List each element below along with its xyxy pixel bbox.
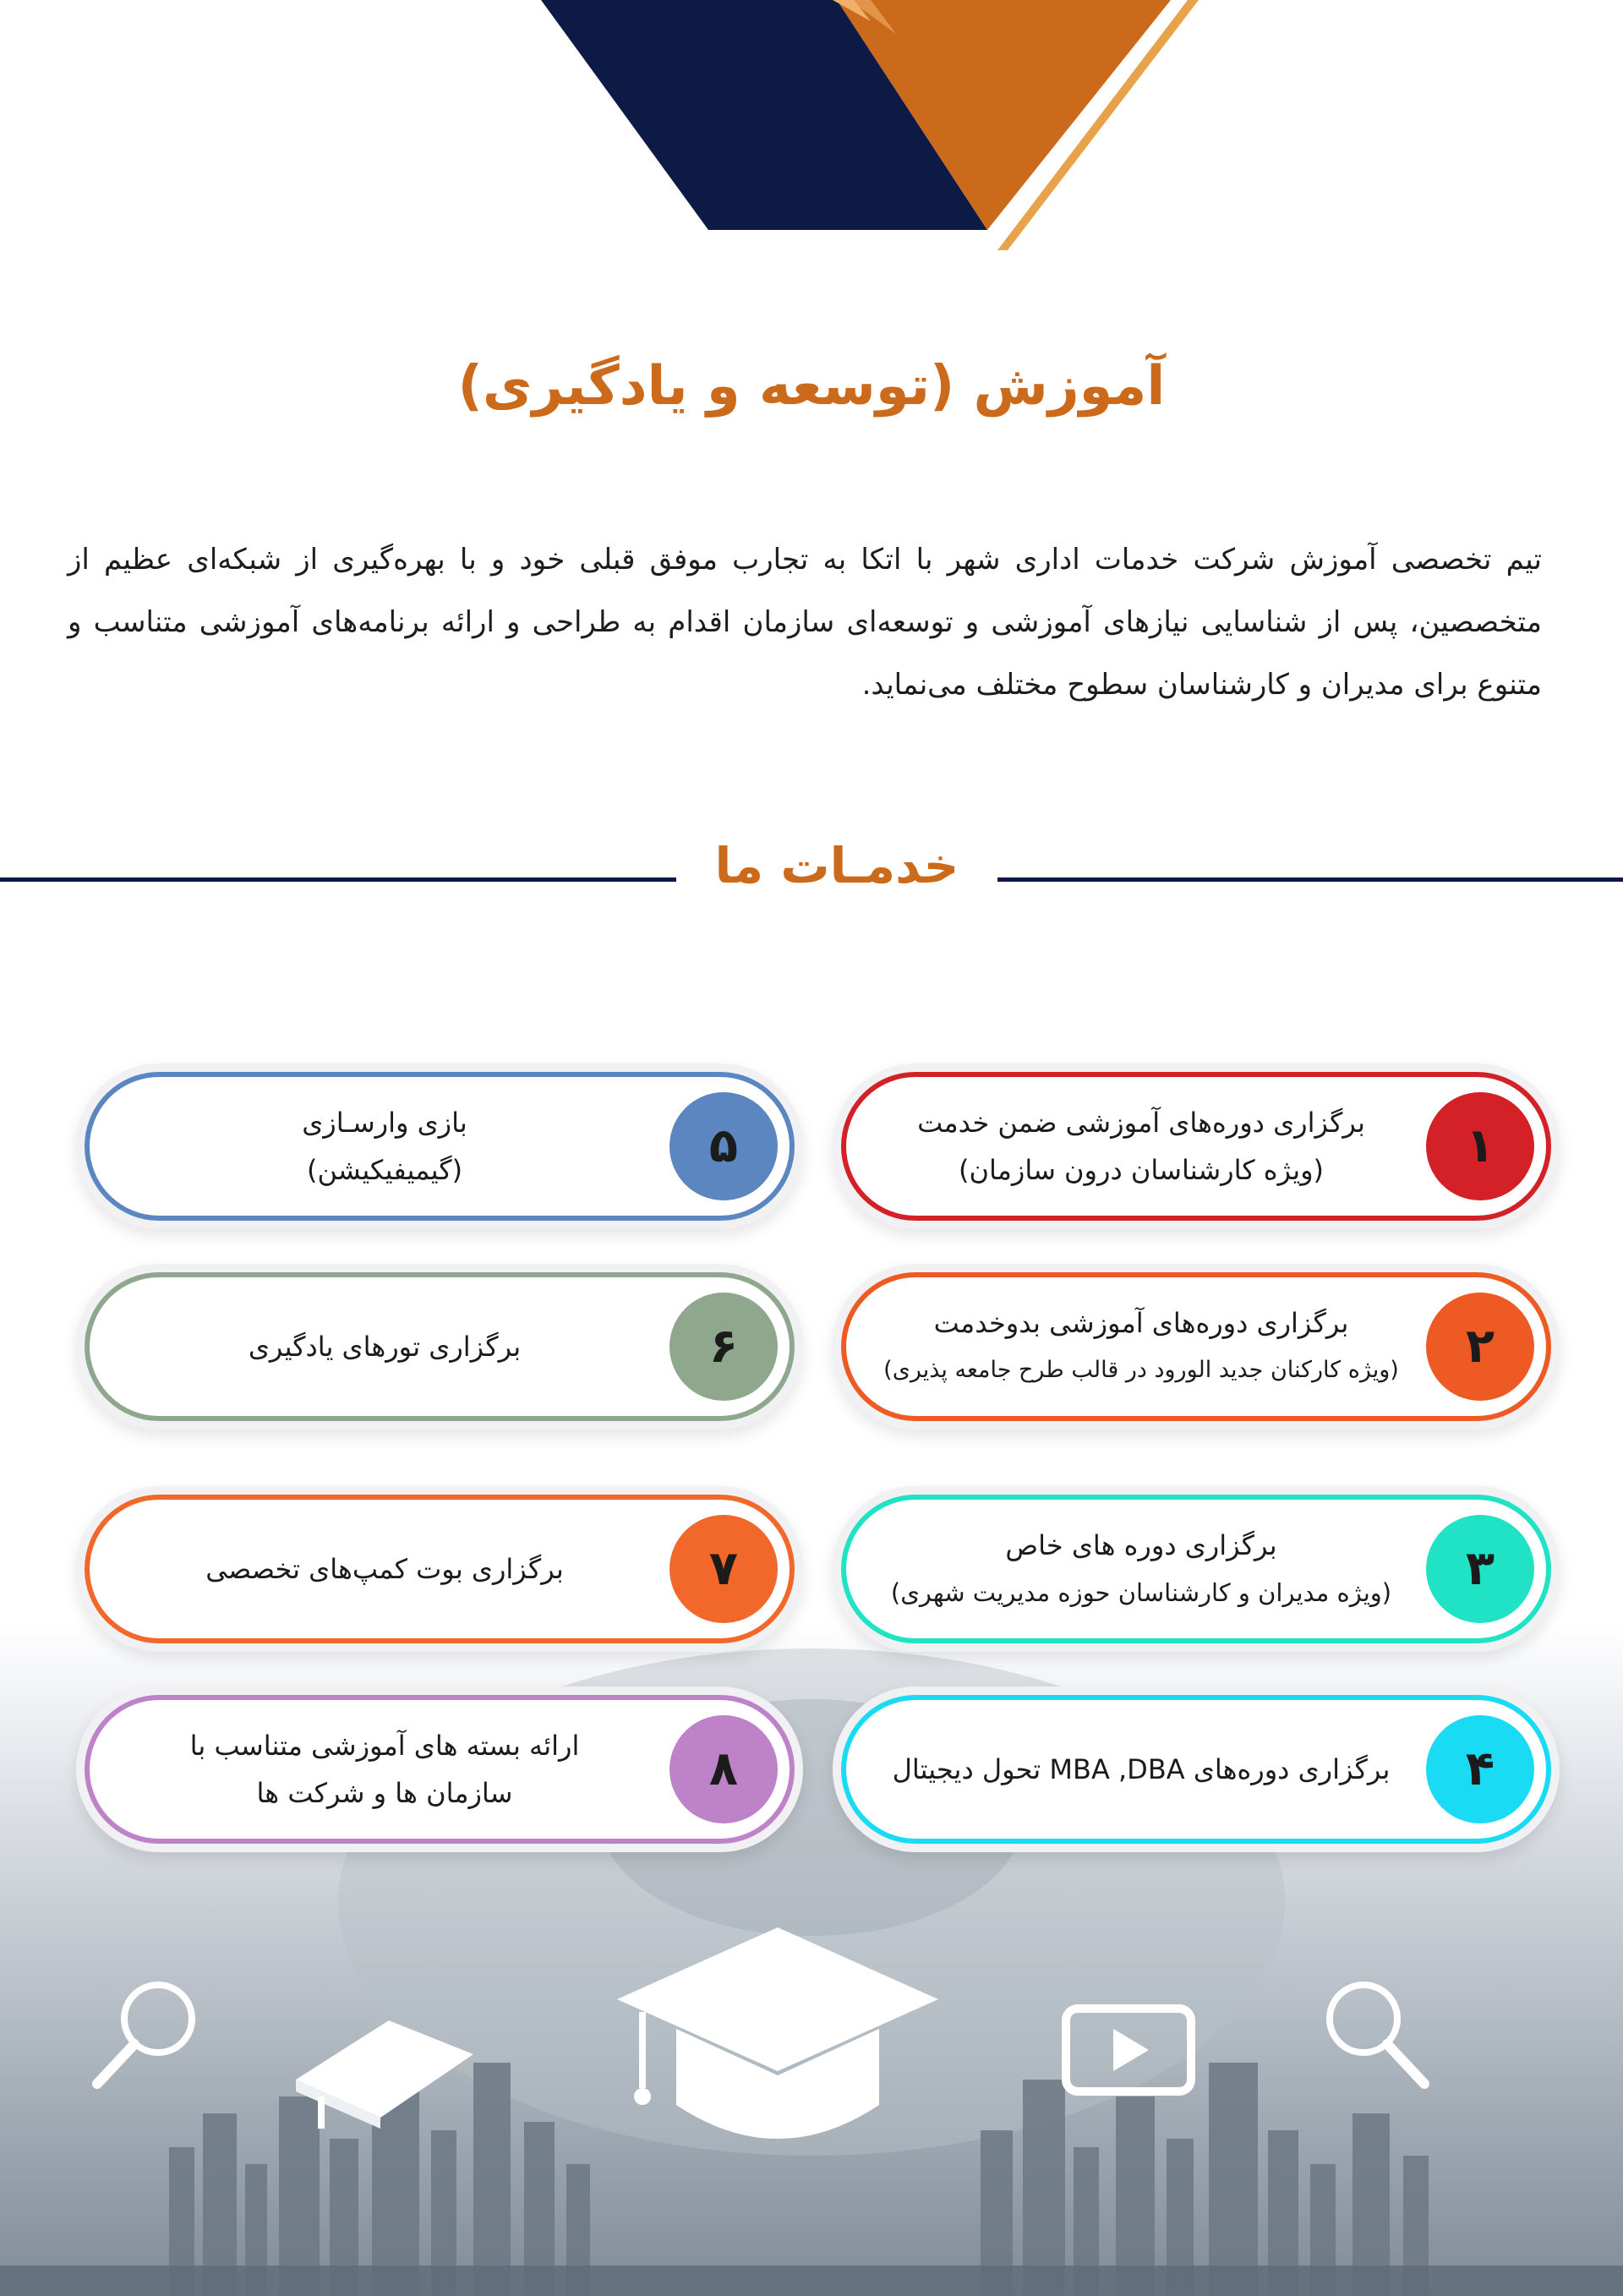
- services-title: خدمـات ما: [714, 837, 959, 894]
- search-icon: [89, 1970, 207, 2096]
- service-card-8: [85, 1695, 795, 1844]
- service-line-2: (ویژه کارکنان جدید الورود در قالب طرح جامعه پذیری): [883, 1357, 1399, 1383]
- intro-paragraph: تیم تخصصی آموزش شرکت خدمات اداری شهر با اتکا به تجارب موفق قبلی خود و با بهره‌گیری از شبکه‌ای عظیم از متخصصین، پس از شناسایی نیازهای آموزشی و توسعه‌ای سازمان اقدام به طراحی و ارائه برنامه‌های آموزشی متناسب و متنوع برای مدیران و کارشناسان سطوح مختلف می‌نماید.: [68, 543, 1542, 702]
- service-number: ۷: [669, 1515, 778, 1623]
- service-label: [123, 1700, 646, 1839]
- graduation-cap-icon: [609, 1919, 947, 2173]
- service-label: [863, 1500, 1419, 1638]
- header-chevron-graphic: [0, 0, 1623, 262]
- services-heading: [0, 837, 1623, 913]
- service-label: [123, 1077, 646, 1216]
- service-label: [880, 1700, 1402, 1839]
- service-number: ۱: [1426, 1092, 1534, 1200]
- service-label: [863, 1277, 1419, 1416]
- service-line-1: برگزاری دوره‌های MBA ,DBA تحول دیجیتال: [892, 1753, 1391, 1785]
- service-line-2: (گیمیفیکیشن): [306, 1154, 463, 1186]
- service-card-5: [85, 1072, 795, 1221]
- service-card-2: [841, 1272, 1551, 1421]
- service-label: [123, 1277, 646, 1416]
- service-card-1: [841, 1072, 1551, 1221]
- divider-line: [0, 877, 676, 882]
- service-card-7: [85, 1495, 795, 1643]
- service-number: ۵: [669, 1092, 778, 1200]
- service-number: ۴: [1426, 1715, 1534, 1823]
- service-line-2: سازمان ها و شرکت ها: [256, 1777, 513, 1809]
- service-line-2: (ویژه مدیران و کارشناسان حوزه مدیریت شهری): [890, 1578, 1392, 1607]
- book-icon: [287, 2004, 482, 2130]
- service-line-1: برگزاری بوت کمپ‌های تخصصی: [205, 1553, 564, 1585]
- service-number: ۳: [1426, 1515, 1534, 1623]
- service-card-4: [841, 1695, 1551, 1844]
- service-label: [880, 1077, 1402, 1216]
- service-label: [123, 1500, 646, 1638]
- service-line-1: برگزاری دوره‌های آموزشی ضمن خدمت: [917, 1107, 1365, 1139]
- divider-line: [997, 877, 1623, 882]
- video-play-icon: [1061, 2004, 1196, 2096]
- page-title: آموزش (توسعه و یادگیری): [457, 355, 1166, 418]
- service-number: ۲: [1426, 1293, 1534, 1401]
- service-line-2: (ویژه کارشناسان درون سازمان): [958, 1154, 1325, 1186]
- service-line-1: برگزاری دوره‌های آموزشی بدوخدمت: [933, 1307, 1349, 1339]
- service-line-1: برگزاری دوره های خاص: [1005, 1529, 1277, 1561]
- service-line-1: ارائه بسته های آموزشی متناسب با: [189, 1730, 580, 1762]
- service-number: ۶: [669, 1293, 778, 1401]
- service-line-1: بازی وارسـازی: [302, 1107, 467, 1139]
- service-card-3: [841, 1495, 1551, 1643]
- service-card-6: [85, 1272, 795, 1421]
- service-number: ۸: [669, 1715, 778, 1823]
- service-line-1: برگزاری تورهای یادگیری: [248, 1331, 522, 1363]
- search-icon: [1314, 1970, 1433, 2096]
